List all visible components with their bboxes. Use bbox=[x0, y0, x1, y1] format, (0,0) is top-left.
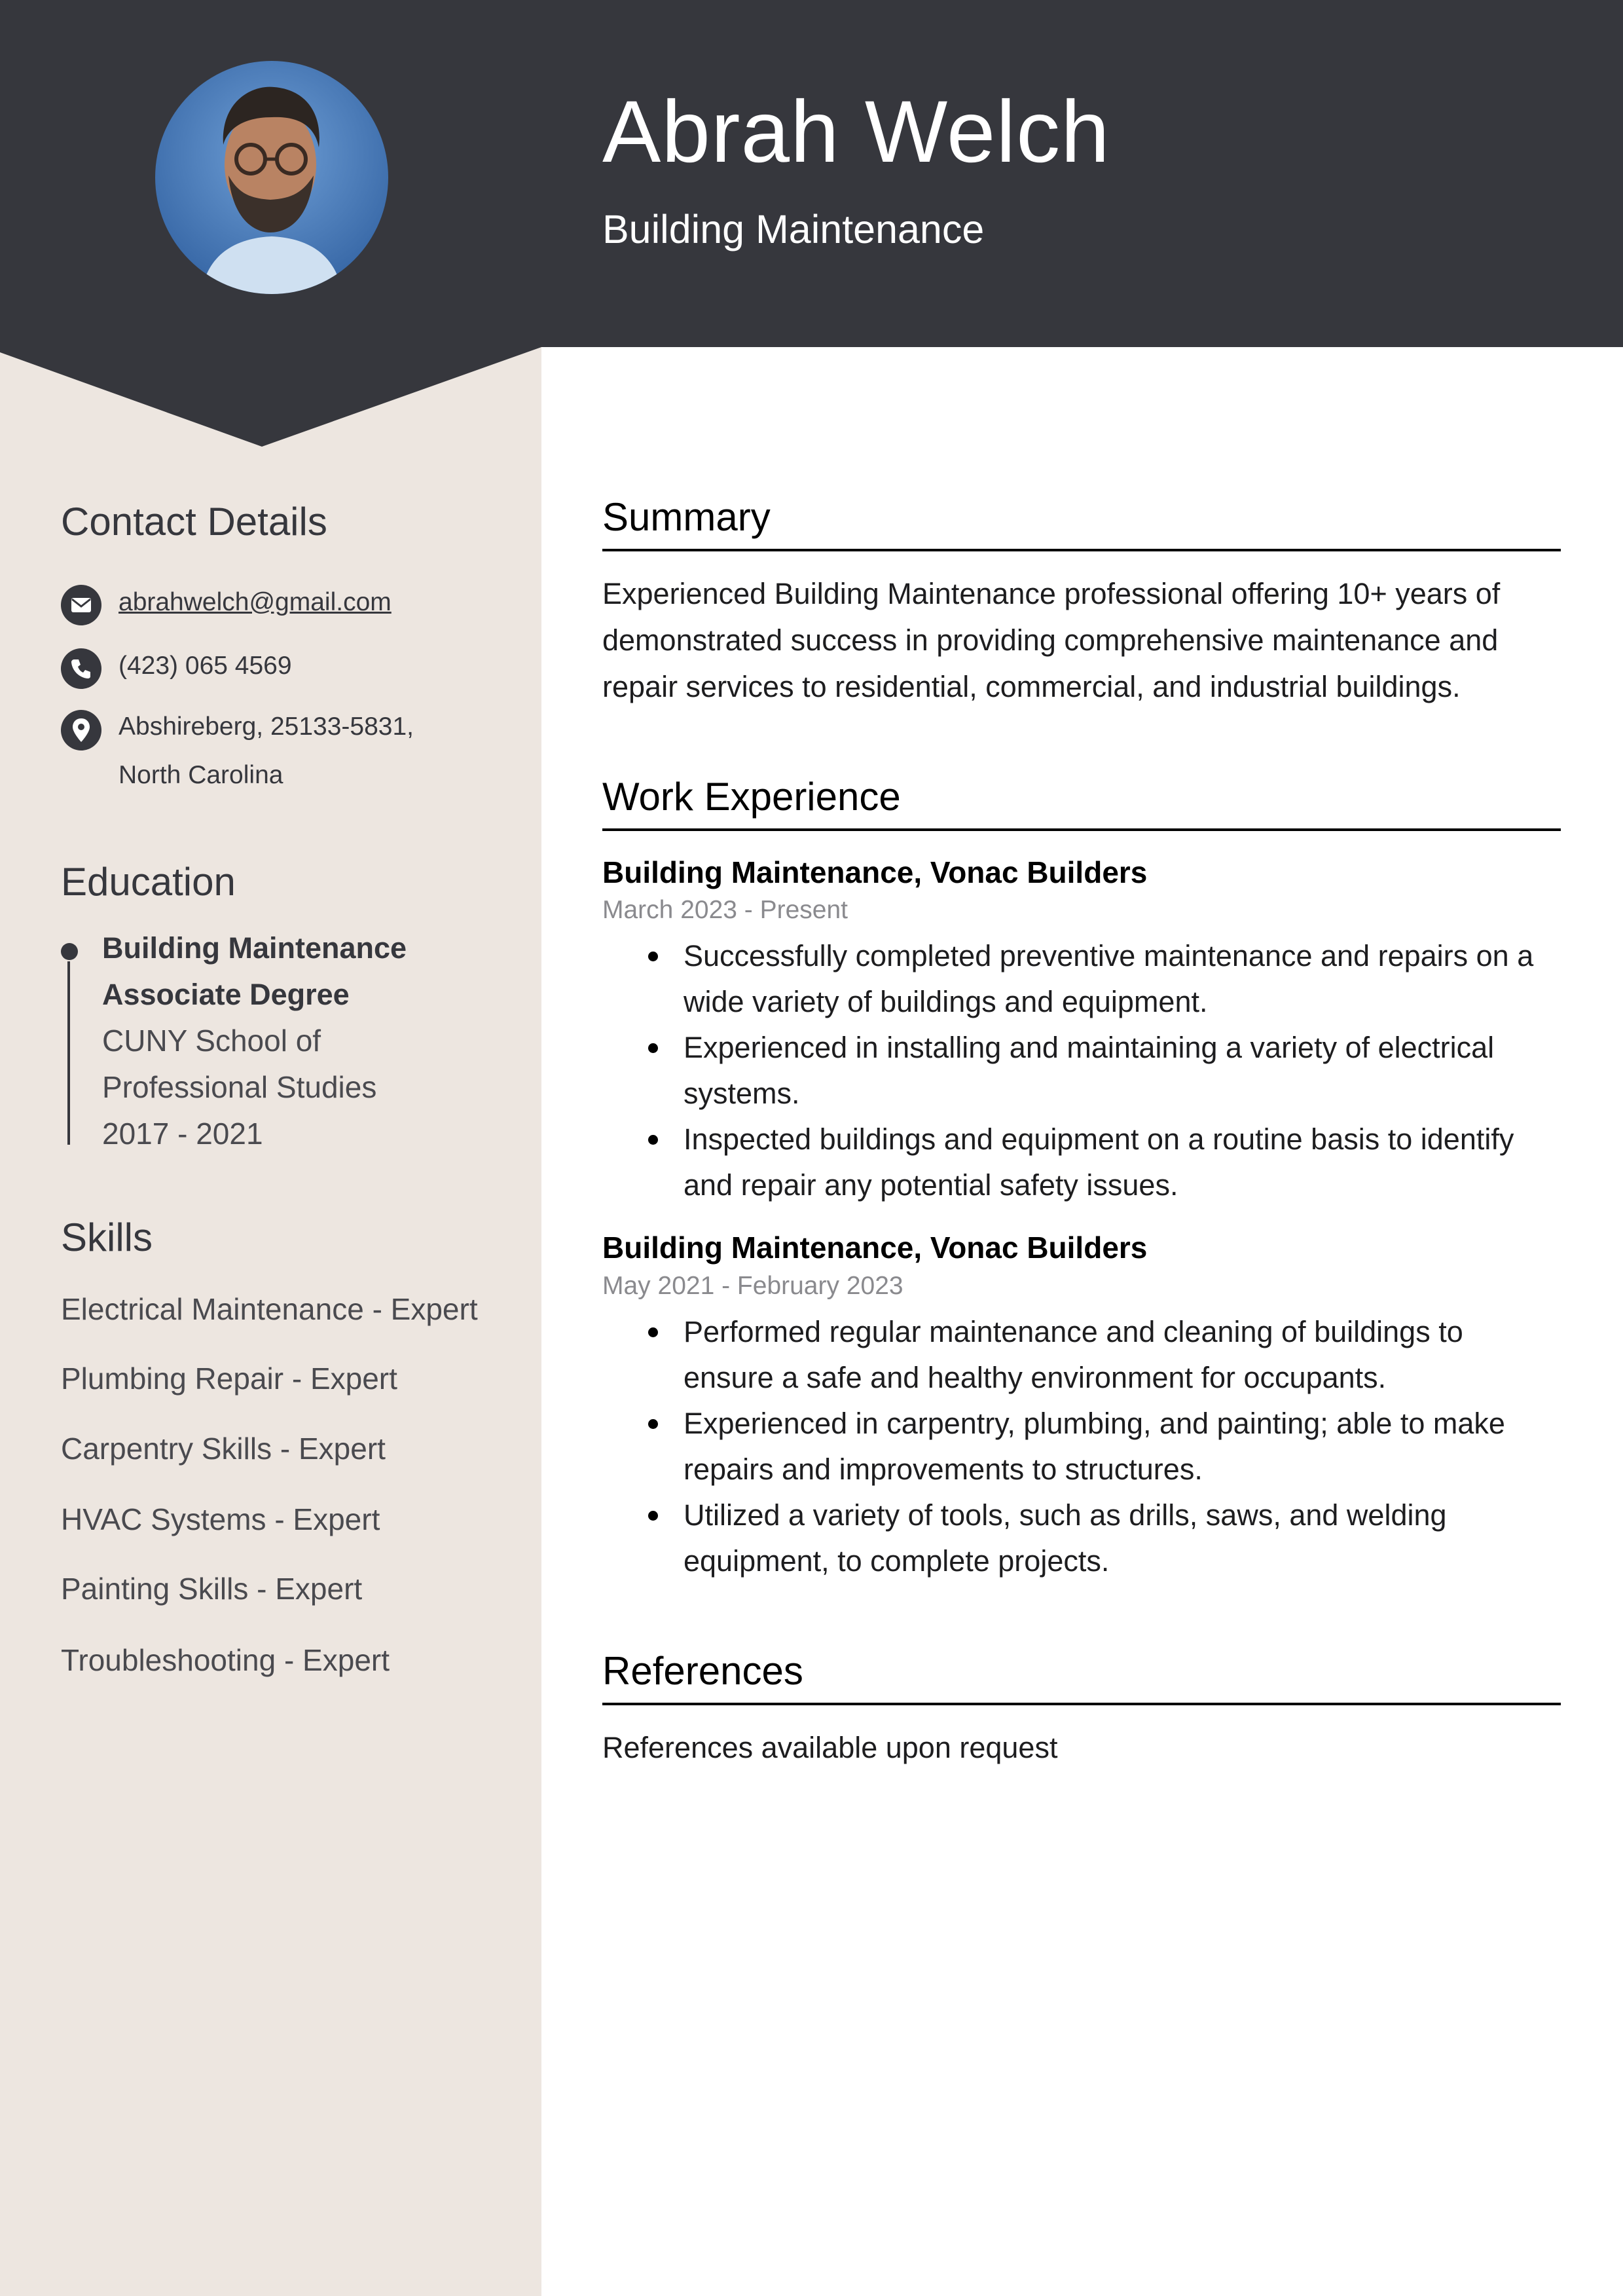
skills-heading: Skills bbox=[61, 1215, 153, 1259]
contact-address-line1: Abshireberg, 25133-5831, bbox=[119, 713, 414, 741]
phone-icon bbox=[61, 648, 101, 689]
bullet-dot bbox=[648, 952, 658, 961]
bullet-dot bbox=[648, 1043, 658, 1053]
bullet-item bbox=[602, 1492, 1561, 1584]
bullet-item bbox=[602, 933, 1561, 1025]
job-bullets bbox=[602, 1309, 1561, 1584]
header-chevron bbox=[0, 346, 541, 448]
contact-heading: Contact Details bbox=[61, 500, 327, 544]
contact-phone: (423) 065 4569 bbox=[119, 652, 292, 680]
school-line1: CUNY School of bbox=[102, 1024, 321, 1058]
job-title: Building Maintenance, Vonac Builders bbox=[602, 1231, 1148, 1265]
section-divider bbox=[602, 828, 1561, 831]
summary-heading: Summary bbox=[602, 495, 771, 539]
bullet-dot bbox=[648, 1419, 658, 1429]
bullet-text: Performed regular maintenance and cleaning of buildings to ensure a safe and healthy environment for occupants. bbox=[684, 1315, 1463, 1394]
skill-item: Plumbing Repair - Expert bbox=[61, 1361, 397, 1396]
bullet-dot bbox=[648, 1327, 658, 1337]
skill-item: Electrical Maintenance - Expert bbox=[61, 1292, 478, 1326]
timeline-line bbox=[67, 961, 70, 1145]
education-years: 2017 - 2021 bbox=[102, 1117, 263, 1151]
bullet-text: Utilized a variety of tools, such as drills, saws, and welding equipment, to complete projects. bbox=[684, 1498, 1447, 1578]
skill-item: HVAC Systems - Expert bbox=[61, 1502, 380, 1536]
contact-address-line2: North Carolina bbox=[119, 761, 283, 789]
bullet-item bbox=[602, 1025, 1561, 1117]
skill-item: Troubleshooting - Expert bbox=[61, 1643, 390, 1677]
school-line2: Professional Studies bbox=[102, 1070, 377, 1104]
references-heading: References bbox=[602, 1649, 803, 1693]
candidate-title: Building Maintenance bbox=[602, 207, 985, 251]
contact-email-link[interactable]: abrahwelch@gmail.com bbox=[119, 588, 392, 616]
skill-item: Painting Skills - Expert bbox=[61, 1572, 363, 1606]
timeline-dot bbox=[61, 943, 78, 960]
section-divider bbox=[602, 1703, 1561, 1705]
job-dates: May 2021 - February 2023 bbox=[602, 1272, 903, 1300]
degree-line2: Associate Degree bbox=[102, 978, 350, 1011]
candidate-name: Abrah Welch bbox=[602, 83, 1110, 181]
bullet-item bbox=[602, 1401, 1561, 1492]
education-entry bbox=[102, 925, 407, 1157]
bullet-text: Inspected buildings and equipment on a routine basis to identify and repair any potential safety issues. bbox=[684, 1122, 1514, 1202]
bullet-dot bbox=[648, 1511, 658, 1521]
summary-text: Experienced Building Maintenance professional offering 10+ years of demonstrated success in providing comprehensive maintenance and repair services to residential, commercial, and industrial buildings. bbox=[602, 577, 1501, 703]
bullet-text: Successfully completed preventive maintenance and repairs on a wide variety of buildings and equipment. bbox=[684, 939, 1534, 1018]
bullet-text: Experienced in installing and maintaining a variety of electrical systems. bbox=[684, 1031, 1495, 1110]
email-icon bbox=[61, 585, 101, 625]
bullet-item bbox=[602, 1117, 1561, 1208]
skill-item: Carpentry Skills - Expert bbox=[61, 1432, 386, 1466]
job-bullets bbox=[602, 933, 1561, 1208]
profile-photo bbox=[155, 61, 388, 294]
section-divider bbox=[602, 549, 1561, 551]
degree-line1: Building Maintenance bbox=[102, 931, 407, 965]
job-title: Building Maintenance, Vonac Builders bbox=[602, 855, 1148, 889]
location-pin-icon bbox=[61, 710, 101, 750]
bullet-text: Experienced in carpentry, plumbing, and painting; able to make repairs and improvements to structures. bbox=[684, 1407, 1505, 1486]
bullet-item bbox=[602, 1309, 1561, 1401]
bullet-dot bbox=[648, 1135, 658, 1145]
education-heading: Education bbox=[61, 860, 236, 904]
experience-heading: Work Experience bbox=[602, 775, 901, 819]
references-text: References available upon request bbox=[602, 1731, 1058, 1764]
job-dates: March 2023 - Present bbox=[602, 896, 848, 924]
